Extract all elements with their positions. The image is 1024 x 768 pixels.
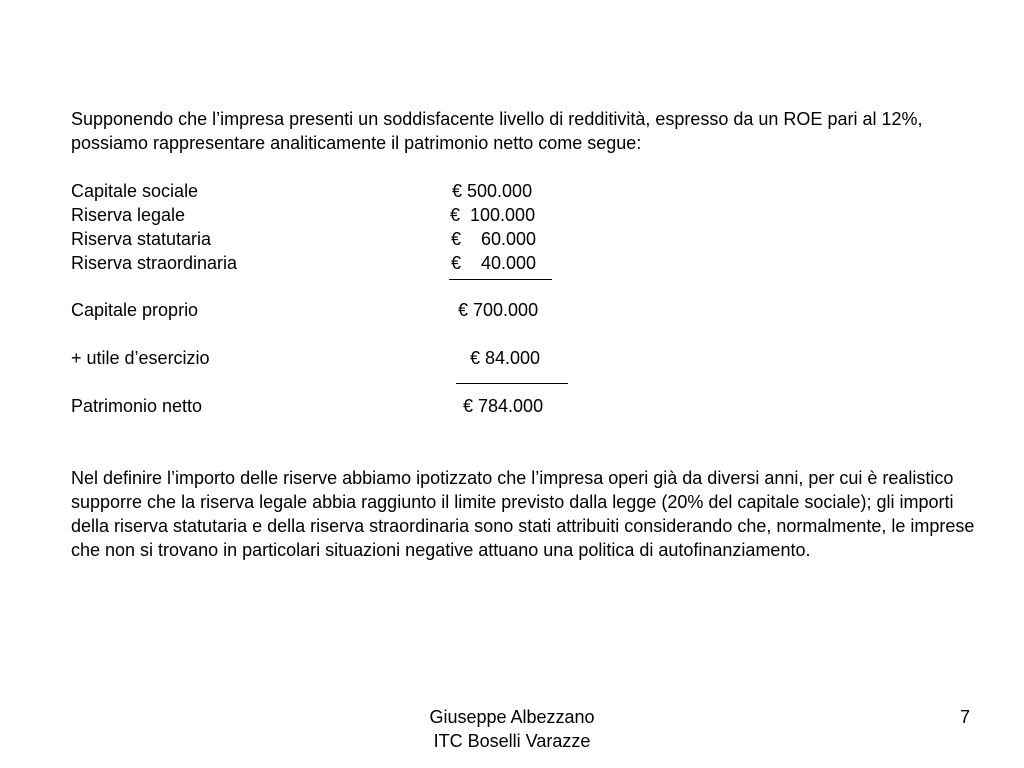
row-label: Riserva legale [71,205,186,225]
row-label: Patrimonio netto [71,396,203,416]
row-label: Riserva statutaria [71,229,212,249]
row-label: Capitale sociale [71,181,199,201]
row-value: € 700.000 [458,300,539,320]
row-label: Capitale proprio [71,300,199,320]
row-value: € 500.000 [452,181,533,201]
row-label: Riserva straordinaria [71,253,238,273]
row-value: € 40.000 [451,253,537,273]
total-rule [456,383,568,384]
footer-school-name: ITC Boselli Varazze [433,731,591,751]
row-utile-esercizio [71,346,571,370]
row-value: € 784.000 [463,396,544,416]
row-value: € 84.000 [470,348,541,368]
subtotal-rule [449,279,552,280]
row-riserva-legale [71,203,571,227]
row-label: + utile d’esercizio [71,348,210,368]
footer-author [362,705,662,753]
row-capitale-sociale [71,179,571,203]
intro-paragraph: Supponendo che l’impresa presenti un soddisfacente livello di redditività, espresso da un ROE pari al 12%, possiamo rappresentare analiticamente il patrimonio netto come segue: [71,109,923,153]
page-number: 7 [959,707,970,727]
explanation-paragraph: Nel definire l’importo delle riserve abbiamo ipotizzato che l’impresa operi già da diversi anni, per cui è realistico supporre che la riserva legale abbia raggiunto il limite previsto dalla legge (20% del capitale sociale); gli importi della riserva statutaria e della riserva straordinaria sono stati attribuiti considerando che, normalmente, le imprese che non si trovano in particolari situazioni negative attuano una politica di autofinanziamento. [71,468,975,560]
row-riserva-straordinaria [71,251,571,275]
footer-author-name: Giuseppe Albezzano [429,707,595,727]
row-value: € 100.000 [450,205,536,225]
row-capitale-proprio [71,298,571,322]
row-value: € 60.000 [451,229,537,249]
row-patrimonio-netto [71,394,571,418]
row-riserva-statutaria [71,227,571,251]
